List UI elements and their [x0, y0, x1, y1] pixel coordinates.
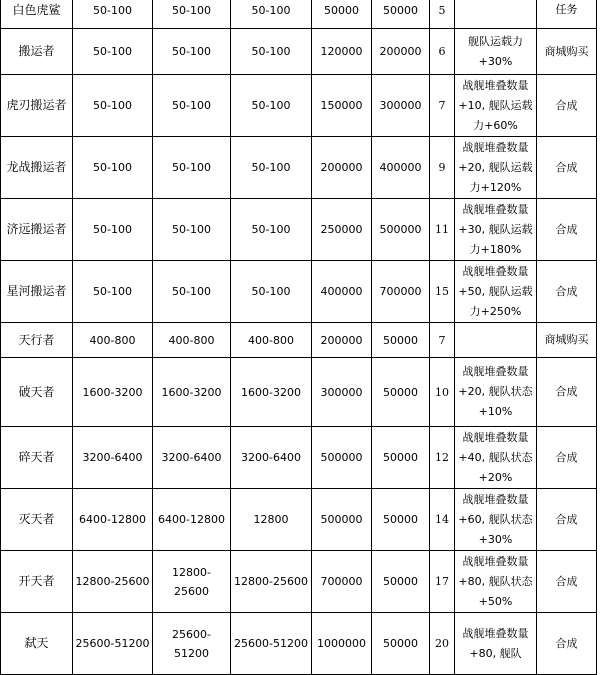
- cell-range-3: 50-100: [231, 261, 312, 323]
- cell-range-3: 1600-3200: [231, 358, 312, 427]
- cell-level: 17: [430, 551, 455, 613]
- cell-effect: 战舰堆叠数量+30, 舰队运载力+180%: [455, 199, 537, 261]
- cell-range-1: 3200-6400: [73, 427, 153, 489]
- cell-value-1: 300000: [312, 358, 372, 427]
- cell-effect: 战舰堆叠数量+60, 舰队状态+30%: [455, 489, 537, 551]
- table-row: [1, 29, 597, 75]
- cell-effect: 战舰堆叠数量+20, 舰队状态+10%: [455, 358, 537, 427]
- table-row: [1, 489, 597, 551]
- cell-range-3: 3200-6400: [231, 427, 312, 489]
- cell-effect: [455, 613, 537, 675]
- cell-name: 白色虎鲨: [1, 0, 73, 29]
- cell-value-2: 50000: [372, 323, 430, 358]
- cell-value-2: 50000: [372, 358, 430, 427]
- cell-name: 弑天: [1, 613, 73, 675]
- cell-range-2: 6400-12800: [153, 489, 231, 551]
- cell-range-2: 50-100: [153, 29, 231, 75]
- cell-level: 7: [430, 75, 455, 137]
- cell-effect: [455, 323, 537, 358]
- cell-value-1: 500000: [312, 427, 372, 489]
- cell-source: 合成: [537, 551, 597, 613]
- cell-level: 5: [430, 0, 455, 29]
- cell-level: 9: [430, 137, 455, 199]
- cell-name: 搬运者: [1, 29, 73, 75]
- table-row: [1, 0, 597, 29]
- cell-range-3: 25600-51200: [231, 613, 312, 675]
- cell-range-2: 400-800: [153, 323, 231, 358]
- cell-value-1: 700000: [312, 551, 372, 613]
- cell-value-1: 500000: [312, 489, 372, 551]
- cell-range-2: 50-100: [153, 137, 231, 199]
- cell-value-2: 200000: [372, 29, 430, 75]
- cell-value-2: 400000: [372, 137, 430, 199]
- cell-range-1: 1600-3200: [73, 358, 153, 427]
- cell-effect-text: 战舰堆叠数量+80, 舰队: [462, 626, 529, 660]
- cell-level: 15: [430, 261, 455, 323]
- cell-name: 灭天者: [1, 489, 73, 551]
- table-row: [1, 427, 597, 489]
- cell-value-1: 150000: [312, 75, 372, 137]
- cell-level: 12: [430, 427, 455, 489]
- cell-effect: 战舰堆叠数量+20, 舰队运载力+120%: [455, 137, 537, 199]
- cell-range-1: 6400-12800: [73, 489, 153, 551]
- cell-source: 合成: [537, 358, 597, 427]
- cell-range-2: 25600-51200: [153, 613, 231, 675]
- cell-source: 合成: [537, 489, 597, 551]
- cell-source: 合成: [537, 199, 597, 261]
- cell-value-2: 500000: [372, 199, 430, 261]
- cell-value-1: 250000: [312, 199, 372, 261]
- cell-source: 任务: [537, 0, 597, 29]
- cell-source: 合成: [537, 137, 597, 199]
- cell-value-2: 50000: [372, 613, 430, 675]
- cell-range-1: 25600-51200: [73, 613, 153, 675]
- cell-value-2: 50000: [372, 0, 430, 29]
- cell-range-2: 50-100: [153, 0, 231, 29]
- cell-value-1: 50000: [312, 0, 372, 29]
- cell-value-1: 1000000: [312, 613, 372, 675]
- table-row: [1, 75, 597, 137]
- table-row: [1, 613, 597, 675]
- table-row: [1, 323, 597, 358]
- table-row: [1, 551, 597, 613]
- cell-level: 14: [430, 489, 455, 551]
- cell-name: 开天者: [1, 551, 73, 613]
- cell-value-2: 50000: [372, 489, 430, 551]
- cell-range-3: 400-800: [231, 323, 312, 358]
- cell-range-3: 50-100: [231, 199, 312, 261]
- cell-level: 20: [430, 613, 455, 675]
- cell-range-2: 50-100: [153, 75, 231, 137]
- table-row: [1, 261, 597, 323]
- cell-source: 合成: [537, 613, 597, 675]
- cell-name: 龙战搬运者: [1, 137, 73, 199]
- cell-level: 6: [430, 29, 455, 75]
- cell-effect: 舰队运载力 +30%: [455, 29, 537, 75]
- table-row: [1, 137, 597, 199]
- cell-range-2: 12800-25600: [153, 551, 231, 613]
- cell-range-2: 50-100: [153, 261, 231, 323]
- cell-value-1: 200000: [312, 323, 372, 358]
- cell-source: 合成: [537, 261, 597, 323]
- cell-range-3: 50-100: [231, 29, 312, 75]
- cell-range-1: 50-100: [73, 137, 153, 199]
- cell-effect: [455, 0, 537, 29]
- cell-effect: 战舰堆叠数量+40, 舰队状态+20%: [455, 427, 537, 489]
- cell-source: 合成: [537, 75, 597, 137]
- cell-range-1: 12800-25600: [73, 551, 153, 613]
- cell-effect: 战舰堆叠数量+50, 舰队运载力+250%: [455, 261, 537, 323]
- cell-range-3: 50-100: [231, 75, 312, 137]
- cell-value-2: 300000: [372, 75, 430, 137]
- cell-value-1: 200000: [312, 137, 372, 199]
- cell-name: 破天者: [1, 358, 73, 427]
- cell-range-2: 50-100: [153, 199, 231, 261]
- table-row: [1, 199, 597, 261]
- cell-effect: 战舰堆叠数量+80, 舰队状态+50%: [455, 551, 537, 613]
- cell-source: 商城购买: [537, 323, 597, 358]
- cell-range-1: 50-100: [73, 0, 153, 29]
- cell-range-2: 1600-3200: [153, 358, 231, 427]
- cell-level: 10: [430, 358, 455, 427]
- cell-level: 11: [430, 199, 455, 261]
- cell-name: 碎天者: [1, 427, 73, 489]
- cell-range-3: 12800-25600: [231, 551, 312, 613]
- cell-range-3: 12800: [231, 489, 312, 551]
- cell-range-1: 50-100: [73, 199, 153, 261]
- cell-value-1: 120000: [312, 29, 372, 75]
- cell-range-1: 50-100: [73, 29, 153, 75]
- cell-value-2: 50000: [372, 427, 430, 489]
- cell-range-3: 50-100: [231, 0, 312, 29]
- cell-level: 7: [430, 323, 455, 358]
- cell-range-1: 400-800: [73, 323, 153, 358]
- cell-value-1: 400000: [312, 261, 372, 323]
- cell-source: 商城购买: [537, 29, 597, 75]
- cell-name: 济远搬运者: [1, 199, 73, 261]
- cell-effect: 战舰堆叠数量+10, 舰队运载力+60%: [455, 75, 537, 137]
- table-row: [1, 358, 597, 427]
- cell-range-1: 50-100: [73, 75, 153, 137]
- cell-name: 天行者: [1, 323, 73, 358]
- cell-name: 虎刃搬运者: [1, 75, 73, 137]
- cell-range-3: 50-100: [231, 137, 312, 199]
- cell-source: 合成: [537, 427, 597, 489]
- cell-name: 星河搬运者: [1, 261, 73, 323]
- cell-value-2: 700000: [372, 261, 430, 323]
- cell-range-1: 50-100: [73, 261, 153, 323]
- cell-value-2: 50000: [372, 551, 430, 613]
- cell-range-2: 3200-6400: [153, 427, 231, 489]
